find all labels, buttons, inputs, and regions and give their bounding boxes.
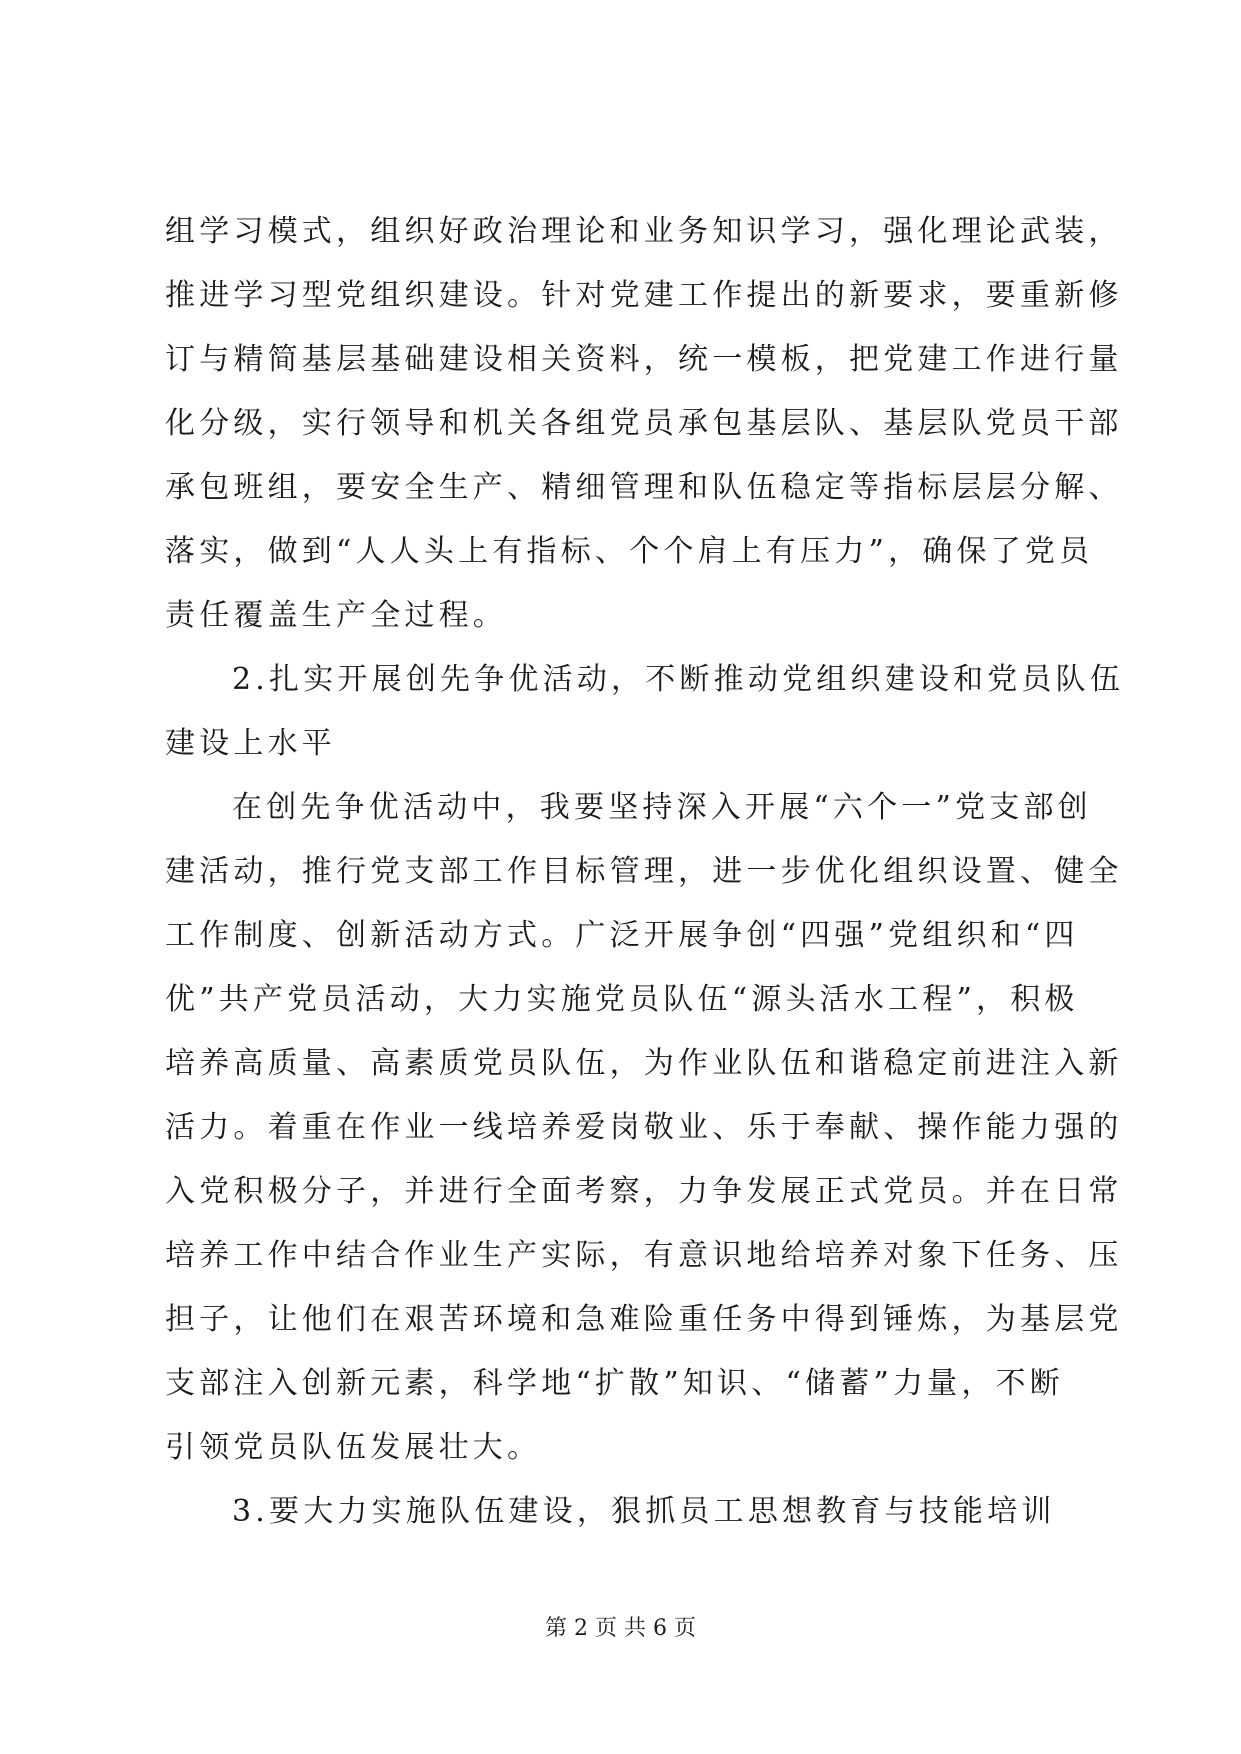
text-line: 订与精简基层基础建设相关资料，统一模板，把党建工作进行量 [165,342,1123,377]
paragraph [165,200,1123,648]
text-line: 组学习模式，组织好政治理论和业务知识学习，强化理论武装， [165,214,1123,249]
text-line: 建活动，推行党支部工作目标管理，进一步优化组织设置、健全 [165,854,1123,889]
document-body [165,200,1125,1544]
text-line: 担子，让他们在艰苦环境和急难险重任务中得到锤炼，为基层党 [165,1302,1123,1337]
section-heading [165,1480,1095,1544]
text-line: 落实，做到“人人头上有指标、个个肩上有压力”，确保了党员 [165,534,1094,569]
text-line: 化分级，实行领导和机关各组党员承包基层队、基层队党员干部 [165,406,1123,441]
page-number-footer: 第 2 页 共 6 页 [545,1616,696,1641]
text-line: 活力。着重在作业一线培养爱岗敬业、乐于奉献、操作能力强的 [165,1110,1123,1145]
text-line: 在创先争优活动中，我要坚持深入开展“六个一”党支部创 [232,790,1092,825]
paragraph [165,776,1123,1480]
heading-line: 3.要大力实施队伍建设，狠抓员工思想教育与技能培训 [232,1494,1056,1529]
heading-line: 建设上水平 [165,726,336,761]
text-line: 优”共产党员活动，大力实施党员队伍“源头活水工程”，积极 [165,982,1079,1017]
section-heading [165,648,1125,776]
text-line: 入党积极分子，并进行全面考察，力争发展正式党员。并在日常 [165,1174,1123,1209]
text-line: 支部注入创新元素，科学地“扩散”知识、“储蓄”力量，不断 [165,1366,1064,1401]
text-line: 培养工作中结合作业生产实际，有意识地给培养对象下任务、压 [165,1238,1123,1273]
text-line: 引领党员队伍发展壮大。 [165,1430,542,1465]
text-line: 工作制度、创新活动方式。广泛开展争创“四强”党组织和“四 [165,918,1079,953]
text-line: 责任覆盖生产全过程。 [165,598,507,633]
text-line: 培养高质量、高素质党员队伍，为作业队伍和谐稳定前进注入新 [165,1046,1123,1081]
heading-line: 2.扎实开展创先争优活动，不断推动党组织建设和党员队伍 [232,662,1125,697]
text-line: 承包班组，要安全生产、精细管理和队伍稳定等指标层层分解、 [165,470,1123,505]
text-line: 推进学习型党组织建设。针对党建工作提出的新要求，要重新修 [165,278,1123,313]
